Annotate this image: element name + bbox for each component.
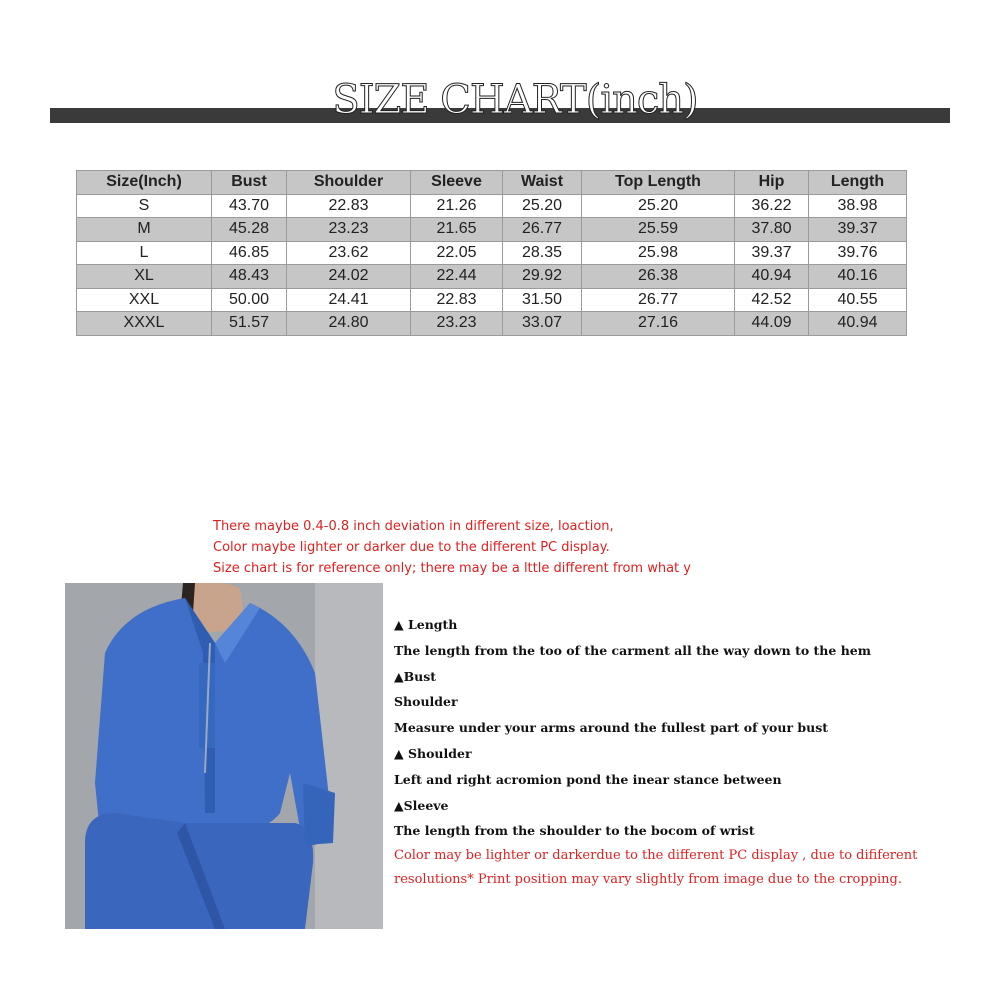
note-line: Size chart is for reference only; there may be a lttle different from what y: [213, 561, 691, 576]
table-cell: 21.26: [411, 194, 503, 218]
table-cell: L: [77, 241, 212, 265]
guide-heading-shoulder: ▲ Shoulder: [394, 745, 472, 761]
table-cell: 27.16: [582, 312, 735, 336]
table-cell: 36.22: [735, 194, 809, 218]
display-disclaimer: Color may be lighter or darkerdue to the different PC display , due to dififerent resolutions* Print position may vary slightly from image due to the cropping.: [394, 848, 918, 888]
table-header-row: [77, 171, 907, 195]
guide-text-bust: Measure under your arms around the fullest part of your bust: [394, 720, 829, 736]
table-cell: 40.94: [735, 265, 809, 289]
guide-text-sleeve: The length from the shoulder to the bocom of wrist: [394, 823, 755, 839]
table-cell: 42.52: [735, 288, 809, 312]
table-cell: S: [77, 194, 212, 218]
table-cell: 40.16: [809, 265, 907, 289]
table-cell: 40.94: [809, 312, 907, 336]
header-hip: Hip: [735, 171, 809, 195]
note-line: There maybe 0.4-0.8 inch deviation in different size, loaction,: [213, 519, 614, 534]
table-cell: 44.09: [735, 312, 809, 336]
table-cell: 24.41: [287, 288, 411, 312]
table-cell: 26.77: [582, 288, 735, 312]
table-cell: 39.37: [735, 241, 809, 265]
guide-text-shoulder: Left and right acromion pond the inear stance between: [394, 771, 782, 787]
table-cell: 43.70: [212, 194, 287, 218]
guide-heading-length: ▲ Length: [394, 617, 458, 632]
table-cell: 25.98: [582, 241, 735, 265]
table-cell: 46.85: [212, 241, 287, 265]
header-shoulder: Shoulder: [287, 171, 411, 195]
table-cell: 48.43: [212, 265, 287, 289]
deviation-notes: [213, 516, 691, 579]
table-cell: 21.65: [411, 218, 503, 242]
table-row: [77, 312, 907, 336]
table-cell: 40.55: [809, 288, 907, 312]
measurement-guide: [394, 612, 954, 892]
guide-text-length: The length from the too of the carment all the way down to the hem: [394, 642, 871, 658]
table-cell: 22.44: [411, 265, 503, 289]
table-cell: 31.50: [503, 288, 582, 312]
guide-heading-sleeve: ▲Sleeve: [394, 797, 449, 813]
header-bust: Bust: [212, 171, 287, 195]
table-cell: 51.57: [212, 312, 287, 336]
table-cell: 39.37: [809, 218, 907, 242]
note-line: Color maybe lighter or darker due to the different PC display.: [213, 540, 610, 555]
table-cell: XL: [77, 265, 212, 289]
table-cell: XXL: [77, 288, 212, 312]
table-cell: 22.83: [287, 194, 411, 218]
table-cell: 37.80: [735, 218, 809, 242]
table-cell: 33.07: [503, 312, 582, 336]
table-row: [77, 241, 907, 265]
header-length: Length: [809, 171, 907, 195]
table-row: [77, 194, 907, 218]
table-cell: 39.76: [809, 241, 907, 265]
table-cell: 26.38: [582, 265, 735, 289]
table-cell: 38.98: [809, 194, 907, 218]
table-cell: 45.28: [212, 218, 287, 242]
header-sleeve: Sleeve: [411, 171, 503, 195]
table-cell: M: [77, 218, 212, 242]
table-cell: 28.35: [503, 241, 582, 265]
size-table: [76, 170, 907, 336]
table-cell: 26.77: [503, 218, 582, 242]
table-cell: 23.23: [411, 312, 503, 336]
table-cell: 29.92: [503, 265, 582, 289]
model-illustration: [65, 583, 383, 929]
table-cell: 25.20: [582, 194, 735, 218]
table-cell: 24.02: [287, 265, 411, 289]
page-title: SIZE CHART(inch): [332, 77, 698, 123]
table-cell: 50.00: [212, 288, 287, 312]
table-cell: 23.23: [287, 218, 411, 242]
header-size: Size(Inch): [77, 171, 212, 195]
product-photo: [65, 583, 383, 929]
table-cell: 25.59: [582, 218, 735, 242]
header-top-length: Top Length: [582, 171, 735, 195]
table-cell: 25.20: [503, 194, 582, 218]
table-cell: 24.80: [287, 312, 411, 336]
table-cell: XXXL: [77, 312, 212, 336]
table-cell: 22.83: [411, 288, 503, 312]
table-cell: 23.62: [287, 241, 411, 265]
table-row: [77, 288, 907, 312]
guide-heading-shoulder-alt: Shoulder: [394, 694, 458, 710]
table-row: [77, 218, 907, 242]
table-cell: 22.05: [411, 241, 503, 265]
header-waist: Waist: [503, 171, 582, 195]
table-row: [77, 265, 907, 289]
guide-heading-bust: ▲Bust: [394, 668, 437, 684]
